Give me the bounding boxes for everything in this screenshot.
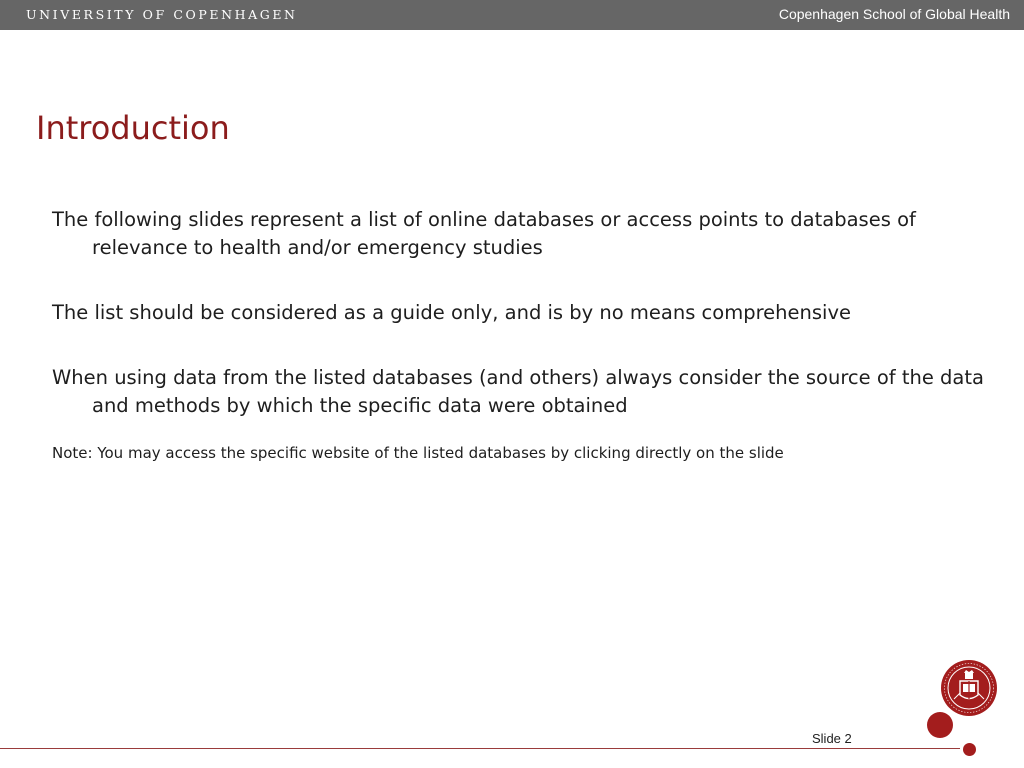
footer-divider	[0, 748, 960, 749]
university-name: UNIVERSITY OF COPENHAGEN	[26, 7, 298, 22]
slide-title: Introduction	[36, 109, 230, 147]
header-bar	[0, 0, 1024, 30]
decorative-dot-small	[963, 743, 976, 756]
body-text[interactable]	[52, 206, 1002, 501]
slide-number: Slide 2	[812, 731, 852, 746]
body-point-1: The following slides represent a list of online databases or access points to databases of relevance to health and/or emergency studies	[52, 208, 916, 259]
note-text: Note: You may access the specific website of the listed databases by clicking directly on the slide	[52, 444, 784, 462]
body-point-2: The list should be considered as a guide only, and is by no means comprehensive	[52, 301, 851, 324]
decorative-dot-large	[927, 712, 953, 738]
school-name: Copenhagen School of Global Health	[778, 6, 1010, 22]
university-seal-icon	[940, 659, 998, 717]
body-point-3: When using data from the listed databases (and others) always consider the source of the data and methods by which the specific data were obtained	[52, 366, 984, 417]
